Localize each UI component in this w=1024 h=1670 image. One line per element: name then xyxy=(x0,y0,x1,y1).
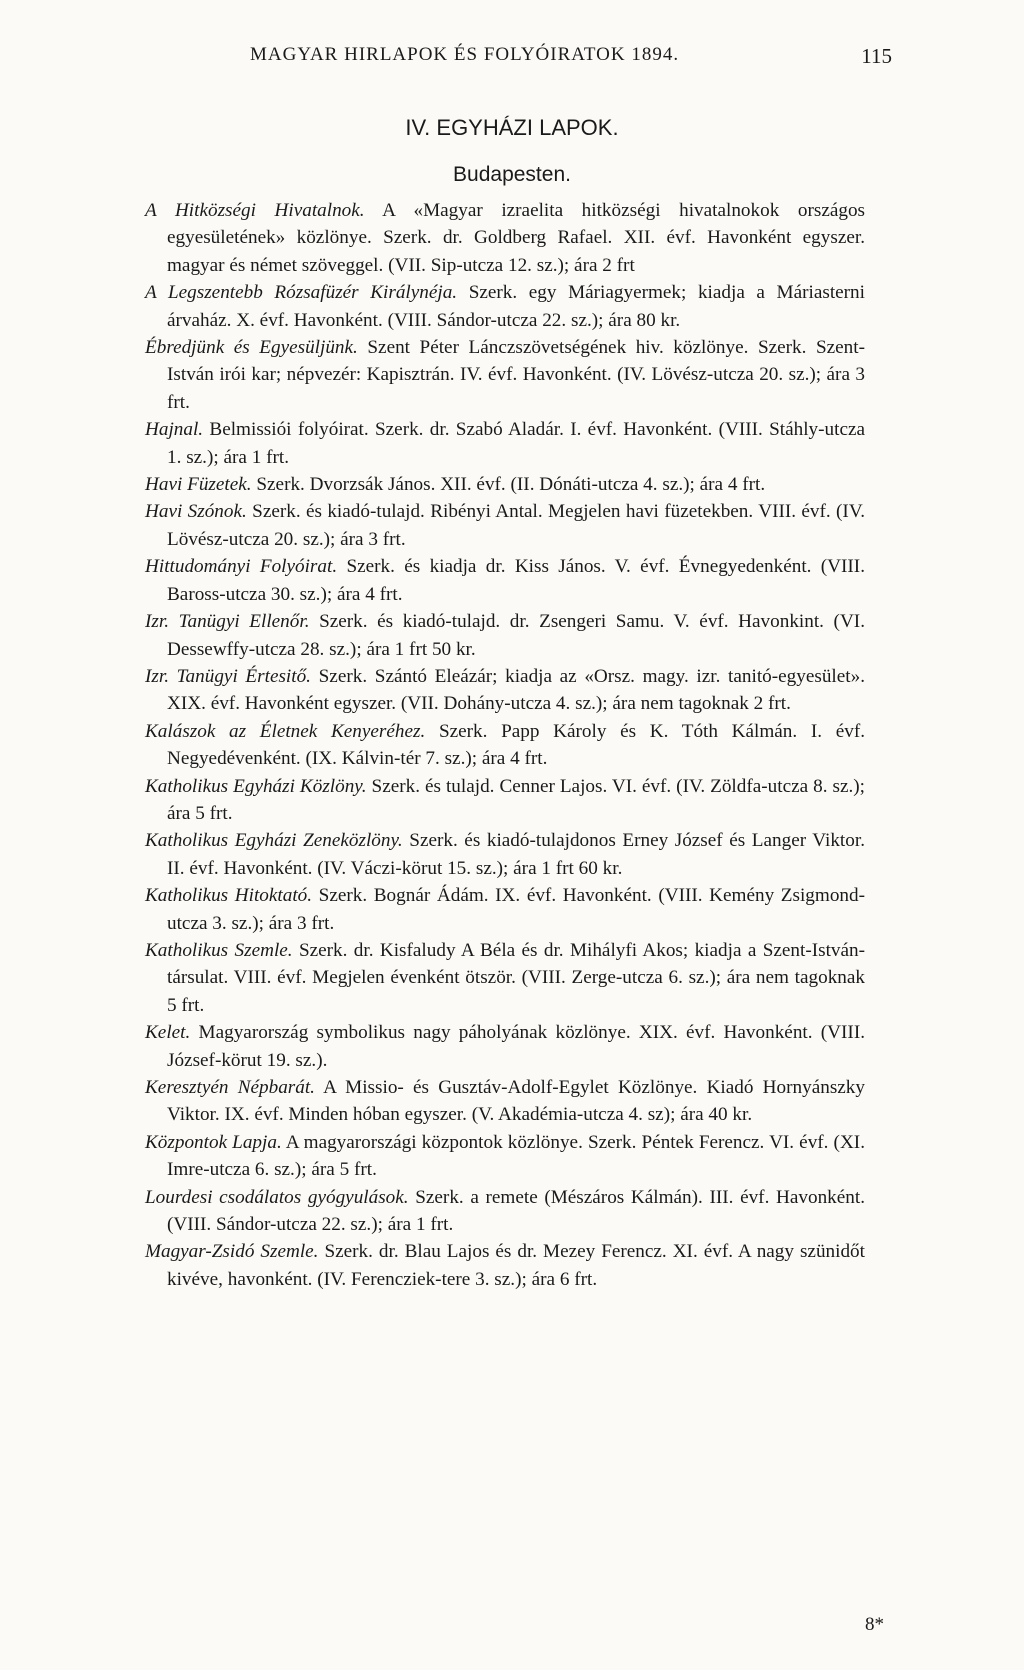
entry-title: Havi Szónok. xyxy=(145,501,247,523)
entry-text: Szerk. dr. Kisfaludy A Béla és dr. Mihályfi Akos; kiadja a Szent-István-társulat. VIII. évf. Megjelen évenként ötször. (VIII. Zerge-utcza 6. sz.); ára nem tagoknak 5 frt. xyxy=(167,939,865,1016)
entry-title: Izr. Tanügyi Értesitő. xyxy=(145,665,311,687)
entry-title: Kalászok az Életnek Kenyeréhez. xyxy=(145,720,426,742)
entry xyxy=(145,663,865,718)
section-title: IV. EGYHÁZI LAPOK. xyxy=(405,115,619,140)
entry xyxy=(145,608,865,663)
entry xyxy=(145,1238,865,1293)
entry xyxy=(145,1184,865,1239)
entry-title: Hajnal. xyxy=(145,419,204,441)
entry-text: Szerk. és kiadó-tulajd. Ribényi Antal. Megjelen havi füzetekben. VIII. évf. (IV. Lövész-utcza 20. sz.); ára 3 frt. xyxy=(167,501,865,550)
entry xyxy=(145,279,865,334)
entry-text: Szerk. Bognár Ádám. IX. évf. Havonként. (VIII. Kemény Zsigmond-utcza 3. sz.); ára 3 frt. xyxy=(167,885,865,934)
entry-text: Szerk. Papp Károly és K. Tóth Kálmán. I. évf. Negyedévenként. (IX. Kálvin-tér 7. sz.); ára 4 frt. xyxy=(167,720,865,770)
entry-title: Izr. Tanügyi Ellenőr. xyxy=(145,611,310,633)
entry-text: Szerk. és kiadó-tulajdonos Erney József és Langer Viktor. II. évf. Havonként. (IV. Váczi-körut 15. sz.); ára 1 frt 60 kr. xyxy=(167,830,865,879)
entry-text: A Missio- és Gusztáv-Adolf-Egylet Közlönye. Kiadó Hornyánszky Viktor. IX. évf. Minden hóban egyszer. (V. Akadémia-utcza 4. sz); ára 40 kr. xyxy=(167,1077,865,1126)
entry-text: Szerk. dr. Blau Lajos és dr. Mezey Ferencz. XI. évf. A nagy szünidőt kivéve, havonként. (IV. Ferencziek-tere 3. sz.); ára 6 frt. xyxy=(167,1241,865,1290)
entry xyxy=(145,882,865,937)
entries-list xyxy=(145,197,865,1293)
entry xyxy=(145,718,865,773)
entry-title: A Legszentebb Rózsafüzér Királynéja. xyxy=(145,282,458,304)
entry-title: Katholikus Egyházi Közlöny. xyxy=(145,775,367,797)
entry-text: Szent Péter Lánczszövetségének hiv. közlönye. Szerk. Szent-István irói kar; népvezér: Kapisztrán. IV. évf. Havonként. (IV. Lövész-utcza 20. sz.); ára 3 frt. xyxy=(167,337,865,413)
entry-text: Szerk. egy Máriagyermek; kiadja a Máriasterni árvaház. X. évf. Havonként. (VIII. Sándor-utcza 22. sz.); ára 80 kr. xyxy=(167,282,865,331)
entry xyxy=(145,773,865,828)
entry xyxy=(145,937,865,1019)
entry xyxy=(145,471,865,498)
entry-text: Szerk. Szántó Eleázár; kiadja az «Orsz. magy. izr. tanitó-egyesület». XIX. évf. Havonként egyszer. (VII. Dohány-utcza 4. sz.); ára nem tagoknak 2 frt. xyxy=(167,665,865,715)
running-head: MAGYAR HIRLAPOK ÉS FOLYÓIRATOK 1894. xyxy=(250,44,680,65)
signature-mark: 8* xyxy=(865,1614,884,1635)
entry-text: A «Magyar izraelita hitközségi hivatalnokok országos egyesületének» közlönye. Szerk. dr. Goldberg Rafael. XII. évf. Havonként egyszer. magyar és német szöveggel. (VII. Sip-utcza 12. sz.); ára 2 frt xyxy=(167,200,866,276)
entry xyxy=(145,553,865,608)
entry-text: Szerk. a remete (Mészáros Kálmán). III. évf. Havonként. (VIII. Sándor-utcza 22. sz.); ára 1 frt. xyxy=(167,1186,865,1236)
entry-title: Lourdesi csodálatos gyógyulások. xyxy=(145,1186,409,1208)
entry xyxy=(145,498,865,553)
entry-text: Szerk. és tulajd. Cenner Lajos. VI. évf. (IV. Zöldfa-utcza 8. sz.); ára 5 frt. xyxy=(167,775,865,824)
entry-text: Szerk. és kiadó-tulajd. dr. Zsengeri Samu. V. évf. Havonkint. (VI. Dessewffy-utcza 28. sz.); ára 1 frt 50 kr. xyxy=(167,611,865,660)
entry-title: Kelet. xyxy=(145,1022,191,1044)
page-number: 115 xyxy=(861,44,892,68)
entry-text: Magyarország symbolikus nagy páholyának közlönye. XIX. évf. Havonként. (VIII. József-körut 19. sz.). xyxy=(167,1022,865,1071)
entry-title: Magyar-Zsidó Szemle. xyxy=(145,1241,319,1263)
entry xyxy=(145,334,865,416)
entry-title: Katholikus Egyházi Zeneközlöny. xyxy=(145,830,403,852)
entry-title: Keresztyén Népbarát. xyxy=(145,1077,315,1098)
entry-text: Szerk. Dvorzsák János. XII. évf. (II. Dónáti-utcza 4. sz.); ára 4 frt. xyxy=(251,474,766,496)
entry-title: A Hitközségi Hivatalnok. xyxy=(145,200,365,221)
entry-title: Katholikus Hitoktató. xyxy=(145,885,313,907)
entry xyxy=(145,1074,865,1129)
entry-text: Belmissiói folyóirat. Szerk. dr. Szabó Aladár. I. évf. Havonként. (VIII. Stáhly-utcza 1. sz.); ára 1 frt. xyxy=(167,419,865,468)
entry-title: Központok Lapja. xyxy=(145,1131,282,1153)
entry xyxy=(145,197,865,279)
entry-title: Havi Füzetek. xyxy=(145,474,252,496)
entry xyxy=(145,1129,865,1184)
entry-title: Katholikus Szemle. xyxy=(145,939,293,961)
section-city: Budapesten. xyxy=(453,163,571,186)
entry-title: Hittudományi Folyóirat. xyxy=(145,556,338,578)
entry-title: Ébredjünk és Egyesüljünk. xyxy=(145,337,358,359)
entry-text: Szerk. és kiadja dr. Kiss János. V. évf. Évnegyedenként. (VIII. Baross-utcza 30. sz.); ára 4 frt. xyxy=(167,556,865,605)
entry-text: A magyarországi központok közlönye. Szerk. Péntek Ferencz. VI. évf. (XI. Imre-utcza 6. sz.); ára 5 frt. xyxy=(167,1131,865,1181)
entry xyxy=(145,416,865,471)
entry xyxy=(145,827,865,882)
entry xyxy=(145,1019,865,1074)
